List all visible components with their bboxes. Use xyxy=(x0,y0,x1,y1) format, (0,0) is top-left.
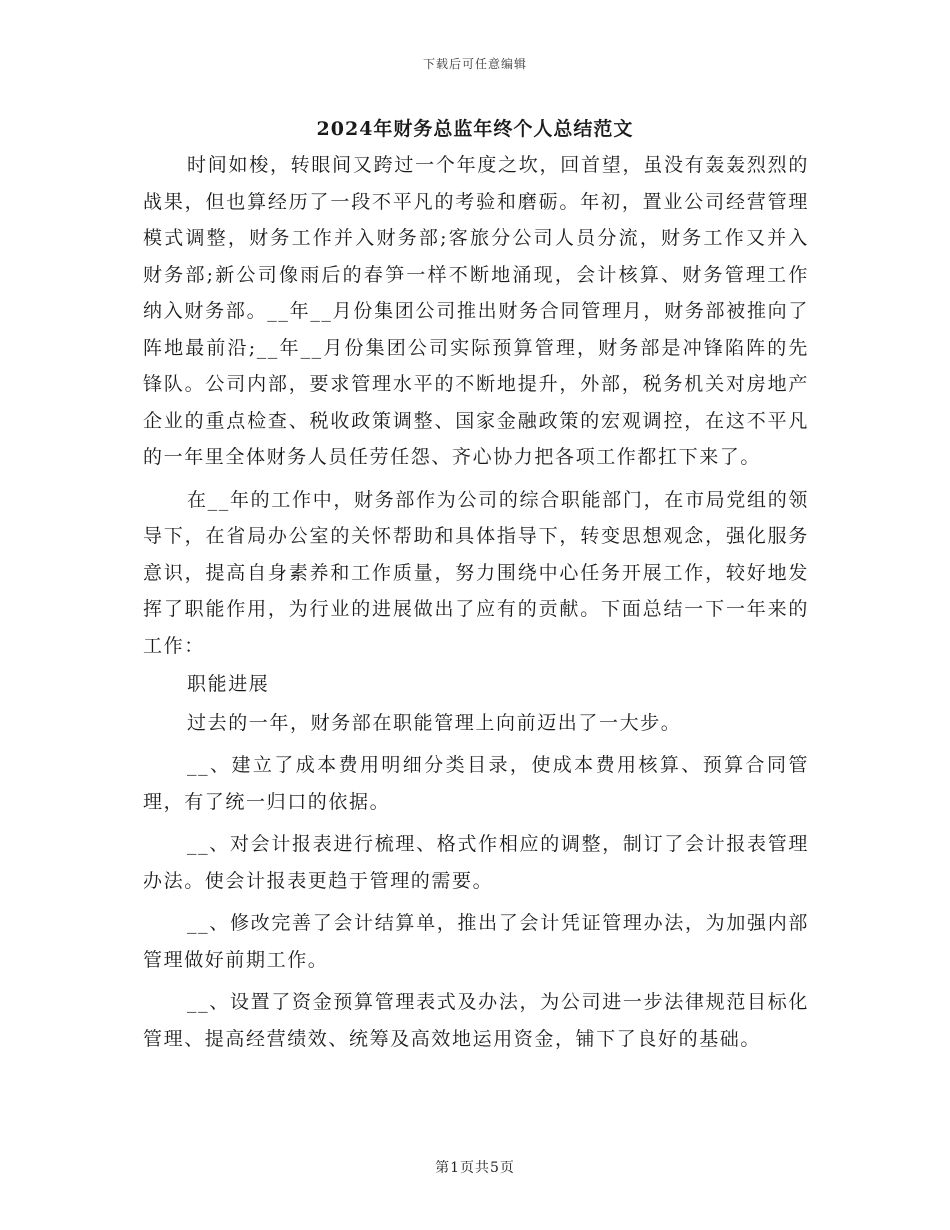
page-footer: 第1页共5页 xyxy=(435,1160,515,1176)
paragraph-overview: 在__年的工作中，财务部作为公司的综合职能部门，在市局党组的领导下，在省局办公室的关怀帮助和具体指导下，转变思想观念，强化服务意识，提高自身素养和工作质量，努力围绕中心任务开展工作，较好地发挥了职能作用，为行业的进展做出了应有的贡献。下面总结一下一年来的工作： xyxy=(143,488,809,657)
list-item-fund-budget: __、设置了资金预算管理表式及办法，为公司进一步法律规范目标化管理、提高经营绩效、统筹及高效地运用资金，铺下了良好的基础。 xyxy=(143,991,809,1050)
page-header: 下载后可任意编辑 xyxy=(422,57,527,71)
list-item-cost-catalog: __、建立了成本费用明细分类目录，使成本费用核算、预算合同管理，有了统一归口的依据。 xyxy=(143,754,809,813)
paragraph-intro: 时间如梭，转眼间又跨过一个年度之坎，回首望，虽没有轰轰烈烈的战果，但也算经历了一段不平凡的考验和磨砺。年初，置业公司经营管理模式调整，财务工作并入财务部;客旅分公司人员分流，财务工作又并入财务部;新公司像雨后的春笋一样不断地涌现，会计核算、财务管理工作纳入财务部。__年__月份集团公司推出财务合同管理月，财务部被推向了阵地最前沿;__年__月份集团公司实际预算管理，财务部是冲锋陷阵的先锋队。公司内部，要求管理水平的不断地提升，外部，税务机关对房地产企业的重点检查、税收政策调整、国家金融政策的宏观调控，在这不平凡的一年里全体财务人员任劳任怨、齐心协力把各项工作都扛下来了。 xyxy=(143,154,809,468)
document-title: 2024年财务总监年终个人总结范文 xyxy=(316,118,634,140)
list-item-voucher: __、修改完善了会计结算单，推出了会计凭证管理办法，为加强内部管理做好前期工作。 xyxy=(143,912,809,971)
list-item-report-format: __、对会计报表进行梳理、格式作相应的调整，制订了会计报表管理办法。使会计报表更趋于管理的需要。 xyxy=(143,833,809,892)
section-heading: 职能进展 xyxy=(187,673,270,695)
paragraph-summary: 过去的一年，财务部在职能管理上向前迈出了一大步。 xyxy=(187,711,682,734)
document-body xyxy=(143,147,809,1057)
